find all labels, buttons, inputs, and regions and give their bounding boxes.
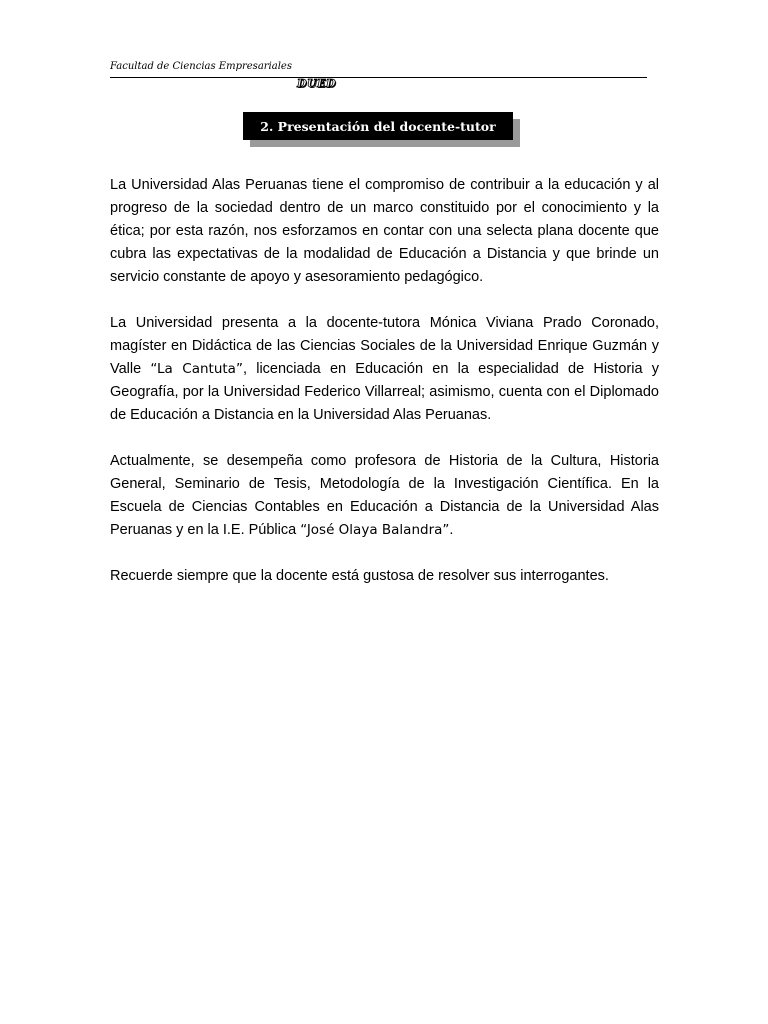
paragraph-tutor-text-start: La Universidad presenta a la docente-tutora Mónica Viviana Prado Coronado, magíster en Didáctica de las Ciencias Sociales de la Universidad Enrique Guzmán y Valle [110,315,659,377]
section-heading-text: 2. Presentación del docente-tutor [260,118,496,134]
paragraph-tutor-presentation [110,312,659,427]
paragraph-role-text-start: Actualmente, se desempeña como profesora de Historia de la Cultura, Historia General, Seminario de Tesis, Metodología de la Investigación Científica. En la Escuela de Ciencias Contables en Educación a Distancia de la Universidad Alas Peruanas y en la I.E. Pública [110,453,659,538]
paragraph-closing: Recuerde siempre que la docente está gustosa de resolver sus interrogantes. [110,568,609,584]
quoted-school-name: “José Olaya Balandra” [300,522,450,538]
paragraph-commitment: La Universidad Alas Peruanas tiene el compromiso de contribuir a la educación y al progreso de la sociedad dentro de un marco constituido por el conocimiento y la ética; por esta razón, nos esforzamos en contar con una selecta plana docente que cubra las expectativas de la modalidad de Educación a Distancia y que brinde un servicio constante de apoyo y asesoramiento pedagógico. [110,177,659,285]
paragraph-role-text-end: . [449,522,454,538]
paragraph-tutor-text-end: , licenciada en Educación en la especialidad de Historia y Geografía, por la Universidad Federico Villarreal; asimismo, cuenta con el Diplomado de Educación a Distancia en la Universidad Alas Peruanas. [110,361,660,423]
document-body [110,174,659,611]
dued-logo: DUED [297,77,337,90]
header-divider [110,77,647,78]
paragraph-current-role [110,450,659,542]
quoted-university-name: “La Cantuta” [150,361,243,377]
header-faculty-title: Facultad de Ciencias Empresariales [110,61,292,72]
section-heading [243,112,513,140]
